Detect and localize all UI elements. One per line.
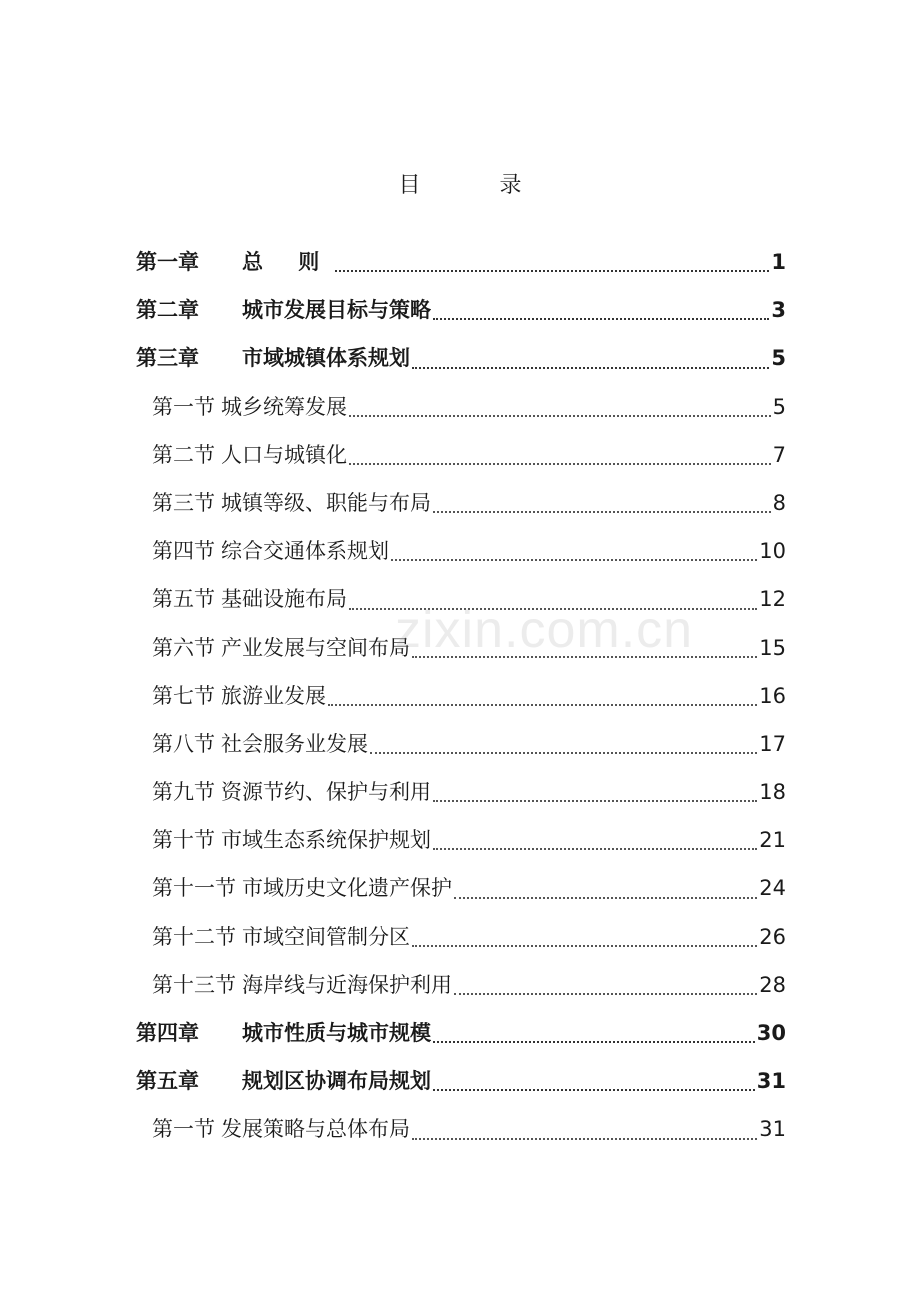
entry-title: 海岸线与近海保护利用 bbox=[242, 972, 452, 997]
toc-entry-chapter-1[interactable] bbox=[136, 238, 786, 286]
dot-leader bbox=[433, 510, 771, 513]
entry-title: 市域历史文化遗产保护 bbox=[242, 876, 452, 901]
dot-leader bbox=[412, 944, 757, 947]
entry-title: 城市发展目标与策略 bbox=[242, 298, 431, 323]
dot-leader bbox=[370, 751, 757, 754]
toc-entry-section[interactable] bbox=[136, 816, 786, 864]
toc-entry-section[interactable] bbox=[136, 961, 786, 1009]
dot-leader bbox=[433, 1088, 755, 1091]
toc-entry-section[interactable] bbox=[136, 1105, 786, 1153]
dot-leader bbox=[433, 847, 757, 850]
toc-entry-section[interactable] bbox=[136, 479, 786, 527]
entry-page-number: 21 bbox=[759, 828, 786, 853]
dot-leader bbox=[412, 655, 757, 658]
toc-list bbox=[136, 238, 786, 1154]
entry-title: 城市性质与城市规模 bbox=[242, 1021, 431, 1045]
dot-leader bbox=[412, 366, 769, 369]
entry-title: 发展策略与总体布局 bbox=[221, 1117, 410, 1142]
dot-leader bbox=[433, 317, 769, 320]
entry-number: 第五章 bbox=[136, 1069, 199, 1094]
entry-number: 第一节 bbox=[152, 1117, 215, 1142]
entry-number: 第三章 bbox=[136, 346, 199, 371]
toc-entry-section[interactable] bbox=[136, 864, 786, 912]
entry-title: 市域生态系统保护规划 bbox=[221, 828, 431, 853]
entry-title: 基础设施布局 bbox=[221, 587, 347, 612]
dot-leader bbox=[454, 896, 757, 899]
entry-page-number: 26 bbox=[759, 924, 786, 949]
entry-page-number: 24 bbox=[759, 876, 786, 901]
dot-leader bbox=[335, 269, 769, 272]
entry-title: 综合交通体系规划 bbox=[221, 539, 389, 564]
entry-number: 第四节 bbox=[152, 539, 215, 564]
entry-page-number: 5 bbox=[771, 346, 786, 371]
toc-entry-section[interactable] bbox=[136, 720, 786, 768]
dot-leader bbox=[412, 1137, 757, 1140]
toc-entry-section[interactable] bbox=[136, 431, 786, 479]
entry-title: 市域城镇体系规划 bbox=[242, 346, 410, 371]
entry-number: 第九节 bbox=[152, 780, 215, 805]
entry-title: 市域空间管制分区 bbox=[242, 924, 410, 949]
entry-title: 规划区协调布局规划 bbox=[242, 1069, 431, 1094]
toc-entry-chapter-4[interactable] bbox=[136, 1009, 786, 1057]
entry-number: 第一节 bbox=[152, 394, 215, 419]
entry-title: 城乡统筹发展 bbox=[221, 394, 347, 419]
entry-page-number: 31 bbox=[759, 1117, 786, 1142]
entry-number: 第七节 bbox=[152, 683, 215, 708]
entry-page-number: 18 bbox=[759, 780, 786, 805]
entry-number: 第五节 bbox=[152, 587, 215, 612]
entry-title: 资源节约、保护与利用 bbox=[221, 780, 431, 805]
entry-title: 产业发展与空间布局 bbox=[221, 635, 410, 660]
entry-number: 第二节 bbox=[152, 442, 215, 467]
dot-leader bbox=[433, 799, 757, 802]
toc-entry-chapter-2[interactable] bbox=[136, 286, 786, 334]
entry-title: 总 则 bbox=[242, 250, 334, 274]
toc-entry-chapter-5[interactable] bbox=[136, 1057, 786, 1105]
entry-number: 第六节 bbox=[152, 635, 215, 660]
entry-number: 第十二节 bbox=[152, 924, 236, 949]
entry-page-number: 8 bbox=[772, 490, 786, 515]
entry-page-number: 30 bbox=[756, 1021, 786, 1045]
entry-page-number: 1 bbox=[771, 250, 786, 274]
entry-number: 第四章 bbox=[136, 1021, 199, 1045]
entry-page-number: 15 bbox=[759, 635, 786, 660]
entry-number: 第十一节 bbox=[152, 876, 236, 901]
dot-leader bbox=[349, 607, 757, 610]
toc-entry-section[interactable] bbox=[136, 527, 786, 575]
entry-title: 城镇等级、职能与布局 bbox=[221, 490, 431, 515]
toc-entry-section[interactable] bbox=[136, 624, 786, 672]
toc-entry-section[interactable] bbox=[136, 768, 786, 816]
dot-leader bbox=[328, 703, 757, 706]
entry-title: 人口与城镇化 bbox=[221, 442, 347, 467]
toc-entry-section[interactable] bbox=[136, 672, 786, 720]
watermark: zixin.com.cn bbox=[395, 601, 694, 659]
dot-leader bbox=[349, 414, 771, 417]
entry-number: 第十三节 bbox=[152, 972, 236, 997]
entry-title: 旅游业发展 bbox=[221, 683, 326, 708]
entry-number: 第八节 bbox=[152, 731, 215, 756]
toc-heading: 目 录 bbox=[398, 173, 558, 198]
dot-leader bbox=[454, 992, 757, 995]
entry-page-number: 7 bbox=[772, 442, 786, 467]
entry-page-number: 12 bbox=[759, 587, 786, 612]
entry-number: 第三节 bbox=[152, 490, 215, 515]
entry-page-number: 3 bbox=[771, 298, 786, 323]
entry-number: 第一章 bbox=[136, 250, 199, 274]
dot-leader bbox=[433, 1040, 755, 1043]
entry-page-number: 16 bbox=[759, 683, 786, 708]
entry-page-number: 10 bbox=[759, 539, 786, 564]
dot-leader bbox=[391, 558, 757, 561]
toc-entry-section[interactable] bbox=[136, 913, 786, 961]
entry-page-number: 31 bbox=[756, 1069, 786, 1094]
entry-number: 第二章 bbox=[136, 298, 199, 323]
entry-page-number: 28 bbox=[759, 972, 786, 997]
entry-title: 社会服务业发展 bbox=[221, 731, 368, 756]
toc-entry-chapter-3[interactable] bbox=[136, 334, 786, 382]
entry-page-number: 17 bbox=[759, 731, 786, 756]
dot-leader bbox=[349, 462, 771, 465]
toc-entry-section[interactable] bbox=[136, 383, 786, 431]
entry-number: 第十节 bbox=[152, 828, 215, 853]
toc-entry-section[interactable] bbox=[136, 575, 786, 623]
entry-page-number: 5 bbox=[772, 394, 786, 419]
